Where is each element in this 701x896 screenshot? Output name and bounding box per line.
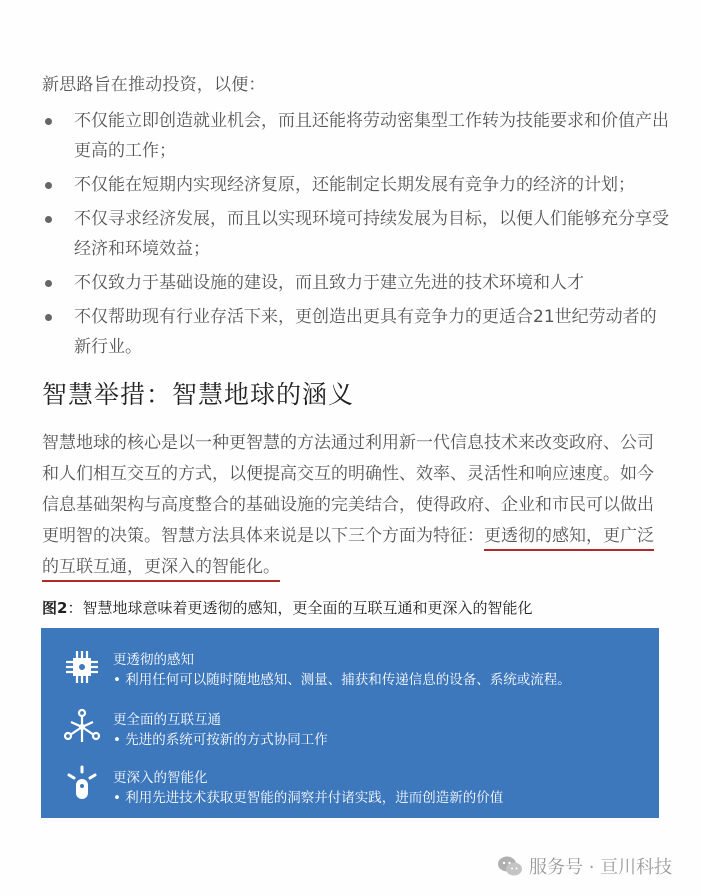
list-item: 不仅能在短期内实现经济复原，还能制定长期发展有竞争力的经济的计划； [42,170,672,200]
bullet-list [42,106,672,366]
list-item: 不仅寻求经济发展，而且以实现环境可持续发展为目标，以便人们能够充分享受经济和环境效益； [42,204,672,264]
list-item: 不仅能立即创造就业机会，而且还能将劳动密集型工作转为技能要求和价值产出更高的工作； [42,106,672,166]
figure-label: 图2 [42,599,68,617]
figure-item-desc: • 利用任何可以随时随地感知、测量、捕获和传递信息的设备、系统或流程。 [113,672,571,688]
list-item: 不仅帮助现有行业存活下来，更创造出更具有竞争力的更适合21世纪劳动者的新行业。 [42,302,672,362]
figure-item-desc: • 利用先进技术获取更智能的洞察并付诸实践，进而创造新的价值 [113,790,504,806]
bullet-dot-icon [45,118,52,125]
footer-attribution[interactable] [497,853,672,879]
intro-text: 新思路旨在推动投资，以便： [42,75,266,95]
section-paragraph [42,428,670,583]
figure-panel [41,628,659,818]
figure-item-desc: • 先进的系统可按新的方式协同工作 [113,732,328,748]
list-item: 不仅致力于基础设施的建设，而且致力于建立先进的技术环境和人才 [42,268,672,298]
lightbulb-icon [63,764,101,802]
figure-caption [42,597,532,618]
figure-item-title: 更深入的智能化 [113,770,208,786]
figure-caption-text: ：智慧地球意味着更透彻的感知，更全面的互联互通和更深入的智能化 [67,599,533,617]
figure-item-title: 更透彻的感知 [113,652,194,668]
bullet-dot-icon [45,182,52,189]
figure-item-title: 更全面的互联互通 [113,712,221,728]
wechat-icon [497,855,523,877]
bullet-dot-icon [45,280,52,287]
footer-text: 服务号 · 亘川科技 [529,857,673,878]
underlined-highlight: 更透彻的感知，更广泛的互联互通，更深入的智能化。 [42,526,654,582]
bullet-dot-icon [45,314,52,321]
section-heading: 智慧举措：智慧地球的涵义 [42,380,355,409]
bullet-dot-icon [45,216,52,223]
network-hub-icon [63,708,101,746]
chip-icon [63,648,101,686]
paragraph-text: 智慧地球的核心是以一种更智慧的方法通过利用新一代信息技术来改变政府、公司和人们相互交互的方式，以便提高交互的明确性、效率、灵活性和响应速度。如今信息基础架构与高度整合的基础设施的完美结合，使得政府、企业和市民可以做出更明智的决策。智慧方法具体来说是以下三个方面为特征： [42,433,654,546]
